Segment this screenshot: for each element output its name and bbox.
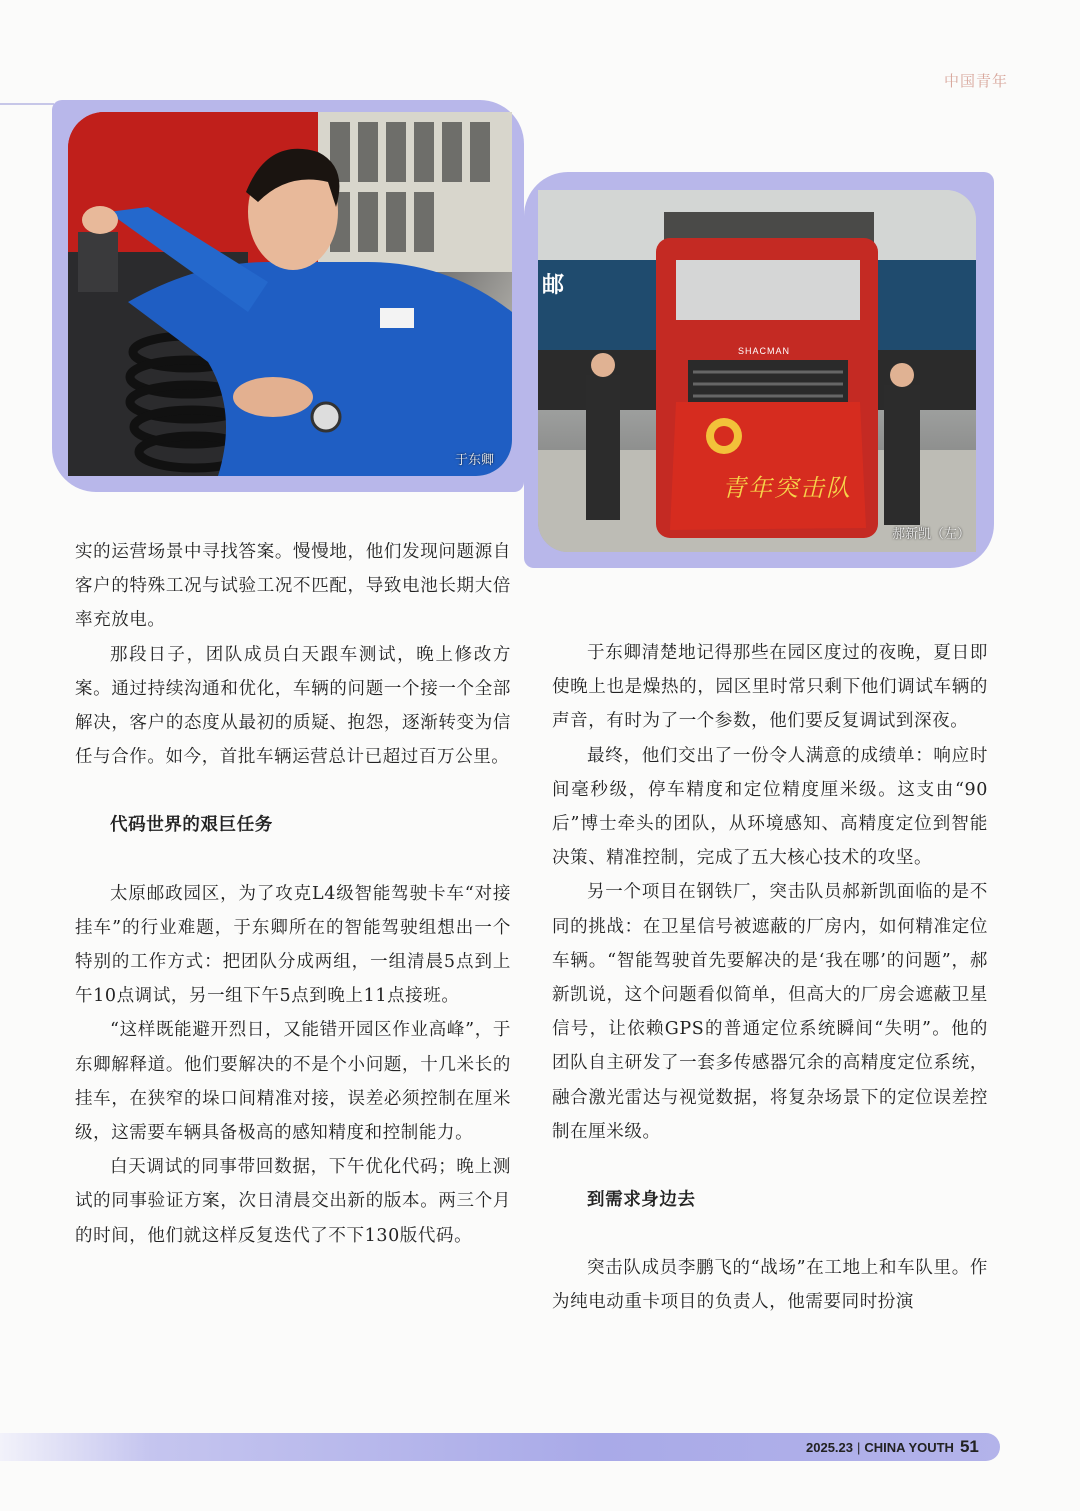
- photo-caption-right: 郝新凯（左）: [891, 527, 970, 542]
- engineer-illustration: [68, 112, 512, 476]
- paragraph: 太原邮政园区，为了攻克L4级智能驾驶卡车“对接挂车”的行业难题，于东卿所在的智能驾驶组想出一个特别的工作方式：把团队分成两组，一组清晨5点到上午10点调试，另一组下午5点到晚上11点接班。: [75, 883, 511, 1007]
- photo-caption-left: 于东卿: [454, 453, 494, 468]
- right-column: [552, 636, 988, 1320]
- paragraph: 于东卿清楚地记得那些在园区度过的夜晚，夏日即使晚上也是燥热的，园区里时常只剩下他们调试车辆的声音，有时为了一个参数，他们要反复调试到深夜。: [552, 643, 988, 732]
- paragraph: 白天调试的同事带回数据，下午优化代码；晚上测试的同事验证方案，次日清晨交出新的版本。两三个月的时间，他们就这样反复迭代了不下130版代码。: [75, 1157, 511, 1246]
- paragraph: “这样既能避开烈日，又能错开园区作业高峰”，于东卿解释道。他们要解决的不是个小问题，十几米长的挂车，在狭窄的垛口间精准对接，误差必须控制在厘米级，这需要车辆具备极高的感知精度和控制能力。: [75, 1020, 511, 1144]
- photo-engineer: [68, 112, 512, 476]
- truck-brand: SHACMAN: [738, 346, 791, 356]
- youth-commando-banner: 青年突击队: [722, 474, 852, 502]
- page-number: 51: [959, 1437, 979, 1456]
- issue-number: 2025.23: [806, 1440, 853, 1455]
- paragraph: 最终，他们交出了一份令人满意的成绩单：响应时间毫秒级，停车精度和定位精度厘米级。这支由“90后”博士牵头的团队，从环境感知、高精度定位到智能决策、精准控制，完成了五大核心技术的攻坚。: [552, 745, 988, 869]
- left-column: [75, 535, 511, 1253]
- paragraph: 突击队成员李鹏飞的“战场”在工地上和车队里。作为纯电动重卡项目的负责人，他需要同时扮演: [552, 1258, 988, 1313]
- magazine-name: CHINA YOUTH: [864, 1440, 954, 1455]
- section-heading: 到需求身边去: [587, 1190, 696, 1211]
- section-heading: 代码世界的艰巨任务: [110, 815, 273, 836]
- paragraph: 另一个项目在钢铁厂，突击队员郝新凯面临的是不同的挑战：在卫星信号被遮蔽的厂房内，如何精准定位车辆。“智能驾驶首先要解决的是‘我在哪’的问题”，郝新凯说，这个问题看似简单，但高大的厂房会遮蔽卫星信号，让依赖GPS的普通定位系统瞬间“失明”。他的团队自主研发了一套多传感器冗余的高精度定位系统，融合激光雷达与视觉数据，将复杂场景下的定位误差控制在厘米级。: [552, 882, 988, 1142]
- photo-truck: [538, 190, 976, 552]
- paragraph: 那段日子，团队成员白天跟车测试，晚上修改方案。通过持续沟通和优化，车辆的问题一个接一个全部解决，客户的态度从最初的质疑、抱怨，逐渐转变为信任与合作。如今，首批车辆运营总计已超过百万公里。: [75, 644, 511, 768]
- post-sign: 邮: [542, 273, 565, 298]
- masthead-mark: 中国青年: [944, 72, 1009, 90]
- paragraph: 实的运营场景中寻找答案。慢慢地，他们发现问题源自客户的特殊工况与试验工况不匹配，导致电池长期大倍率充放电。: [75, 542, 511, 631]
- top-rule: [0, 103, 54, 105]
- footer: 2025.23 | CHINA YOUTH 51: [806, 1437, 979, 1456]
